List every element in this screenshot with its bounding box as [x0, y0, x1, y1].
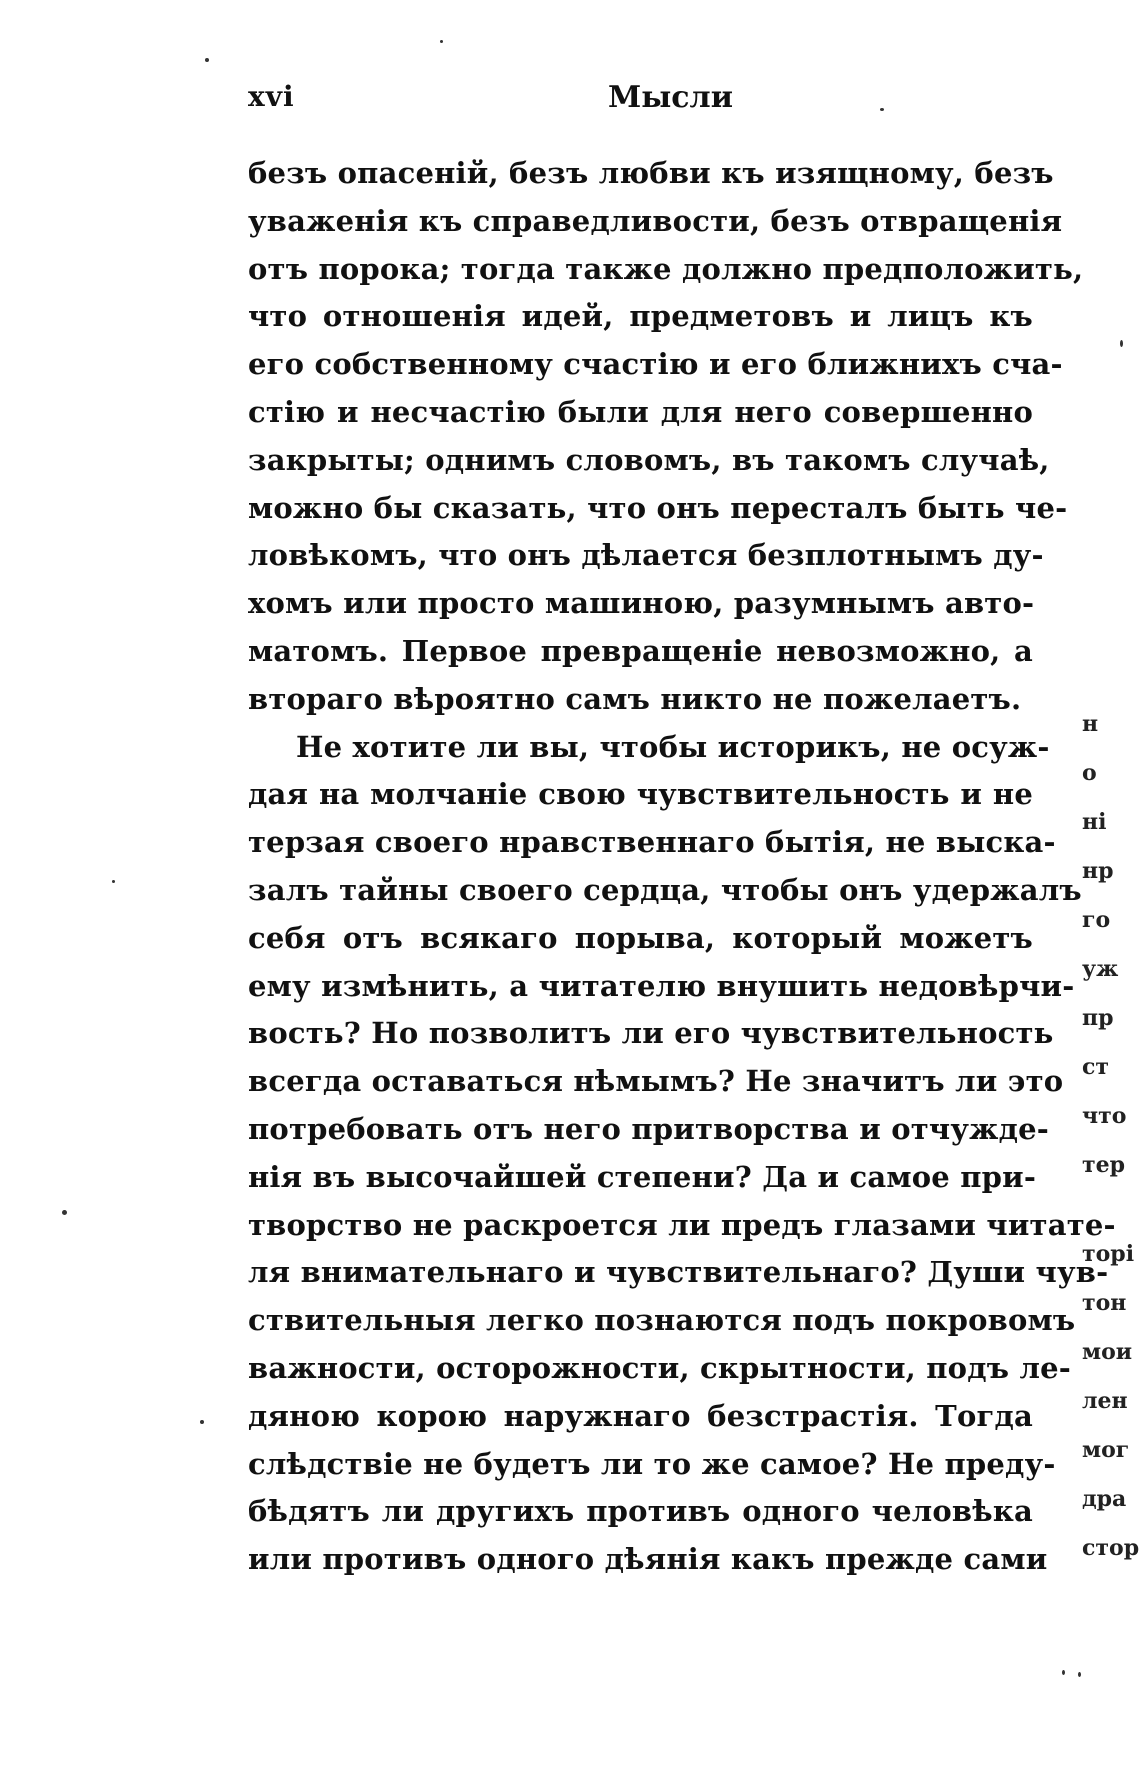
paragraph — [248, 150, 1084, 724]
text-line: матомъ. Первое превращеніе невозможно, а — [248, 633, 1033, 668]
facing-page-fragment: пр — [1082, 1005, 1114, 1031]
text-line: терзая своего нравственнаго бытія, не выска- — [248, 825, 1056, 860]
facing-page-fragment: ні — [1082, 809, 1107, 835]
facing-page-fragment: мои — [1082, 1339, 1133, 1365]
text-line: дая на молчаніе свою чувствительность и не — [248, 777, 1033, 812]
text-line: его собственному счастію и его ближнихъ сча- — [248, 347, 1063, 382]
facing-page-fragment: мог — [1082, 1437, 1130, 1463]
facing-page-fragment: н — [1082, 711, 1099, 737]
facing-page-fragment: уж — [1082, 956, 1119, 982]
text-line: залъ тайны своего сердца, чтобы онъ удержалъ — [248, 872, 1082, 907]
text-line: ствительныя легко познаются подъ покровомъ — [248, 1303, 1076, 1338]
facing-page-fragment: го — [1082, 907, 1111, 933]
text-line: ля внимательнаго и чувствительнаго? Души чув- — [248, 1255, 1109, 1290]
scan-speck — [1062, 1670, 1065, 1675]
scan-speck — [205, 58, 209, 62]
scan-speck — [200, 1420, 204, 1424]
scan-speck — [880, 108, 884, 111]
text-line: потребовать отъ него притворства и отчужде- — [248, 1111, 1050, 1146]
text-line: что отношенія идей, предметовъ и лицъ къ — [248, 299, 1033, 334]
text-line: отъ порока; тогда также должно предположить, — [248, 251, 1084, 286]
text-line: творство не раскроется ли предъ глазами читате- — [248, 1207, 1116, 1242]
facing-page-fragment: стор — [1082, 1535, 1140, 1561]
facing-page-fragment: тон — [1082, 1290, 1127, 1316]
scan-speck — [1078, 1672, 1081, 1677]
text-line: слѣдствіе не будетъ ли то же самое? Не преду- — [248, 1446, 1056, 1481]
scan-speck — [112, 880, 115, 883]
page-header — [248, 80, 1033, 124]
facing-page-fragment: дра — [1082, 1486, 1127, 1512]
text-line: всегда оставаться нѣмымъ? Не значитъ ли это — [248, 1064, 1064, 1099]
text-line: нія въ высочайшей степени? Да и самое при- — [248, 1159, 1037, 1194]
text-line: себя отъ всякаго порыва, который можетъ — [248, 920, 1033, 955]
text-line: хомъ или просто машиною, разумнымъ авто- — [248, 586, 1035, 621]
page-number: xvi — [248, 80, 295, 113]
text-line: втораго вѣроятно самъ никто не пожелаетъ. — [248, 681, 1022, 716]
scan-speck — [62, 1210, 67, 1215]
text-line: дяною корою наружнаго безстрастія. Тогда — [248, 1398, 1033, 1433]
facing-page-fragment: нр — [1082, 858, 1114, 884]
text-line: ему измѣнить, а читателю внушить недовѣрчи- — [248, 968, 1075, 1003]
text-line: Не хотите ли вы, чтобы историкъ, не осуж- — [296, 729, 1050, 764]
text-line: уваженія къ справедливости, безъ отвращенія — [248, 203, 1063, 238]
facing-page-fragment: тер — [1082, 1152, 1126, 1178]
facing-page-fragment: ст — [1082, 1054, 1110, 1080]
text-line: стію и несчастію были для него совершенно — [248, 394, 1033, 429]
facing-page-bleed — [1082, 700, 1140, 1573]
text-line: закрыты; однимъ словомъ, въ такомъ случаѣ, — [248, 442, 1050, 477]
facing-page-fragment: лен — [1082, 1388, 1128, 1414]
text-line: безъ опасеній, безъ любви къ изящному, безъ — [248, 156, 1054, 190]
text-line: вость? Но позволитъ ли его чувствительность — [248, 1016, 1054, 1051]
facing-page-fragment: торі — [1082, 1241, 1135, 1267]
scan-speck — [440, 40, 443, 43]
running-title: Мысли — [608, 80, 733, 115]
text-line: или противъ одного дѣянія какъ прежде сами — [248, 1542, 1048, 1577]
text-line: бѣдятъ ли другихъ противъ одного человѣка — [248, 1494, 1033, 1529]
facing-page-fragment: о — [1082, 760, 1097, 786]
text-line: ловѣкомъ, что онъ дѣлается безплотнымъ ду- — [248, 538, 1044, 573]
text-line: важности, осторожности, скрытности, подъ ле- — [248, 1350, 1072, 1385]
text-line: можно бы сказать, что онъ пересталъ быть че- — [248, 490, 1068, 525]
scan-speck — [1120, 340, 1123, 347]
facing-page-fragment: что — [1082, 1103, 1127, 1129]
